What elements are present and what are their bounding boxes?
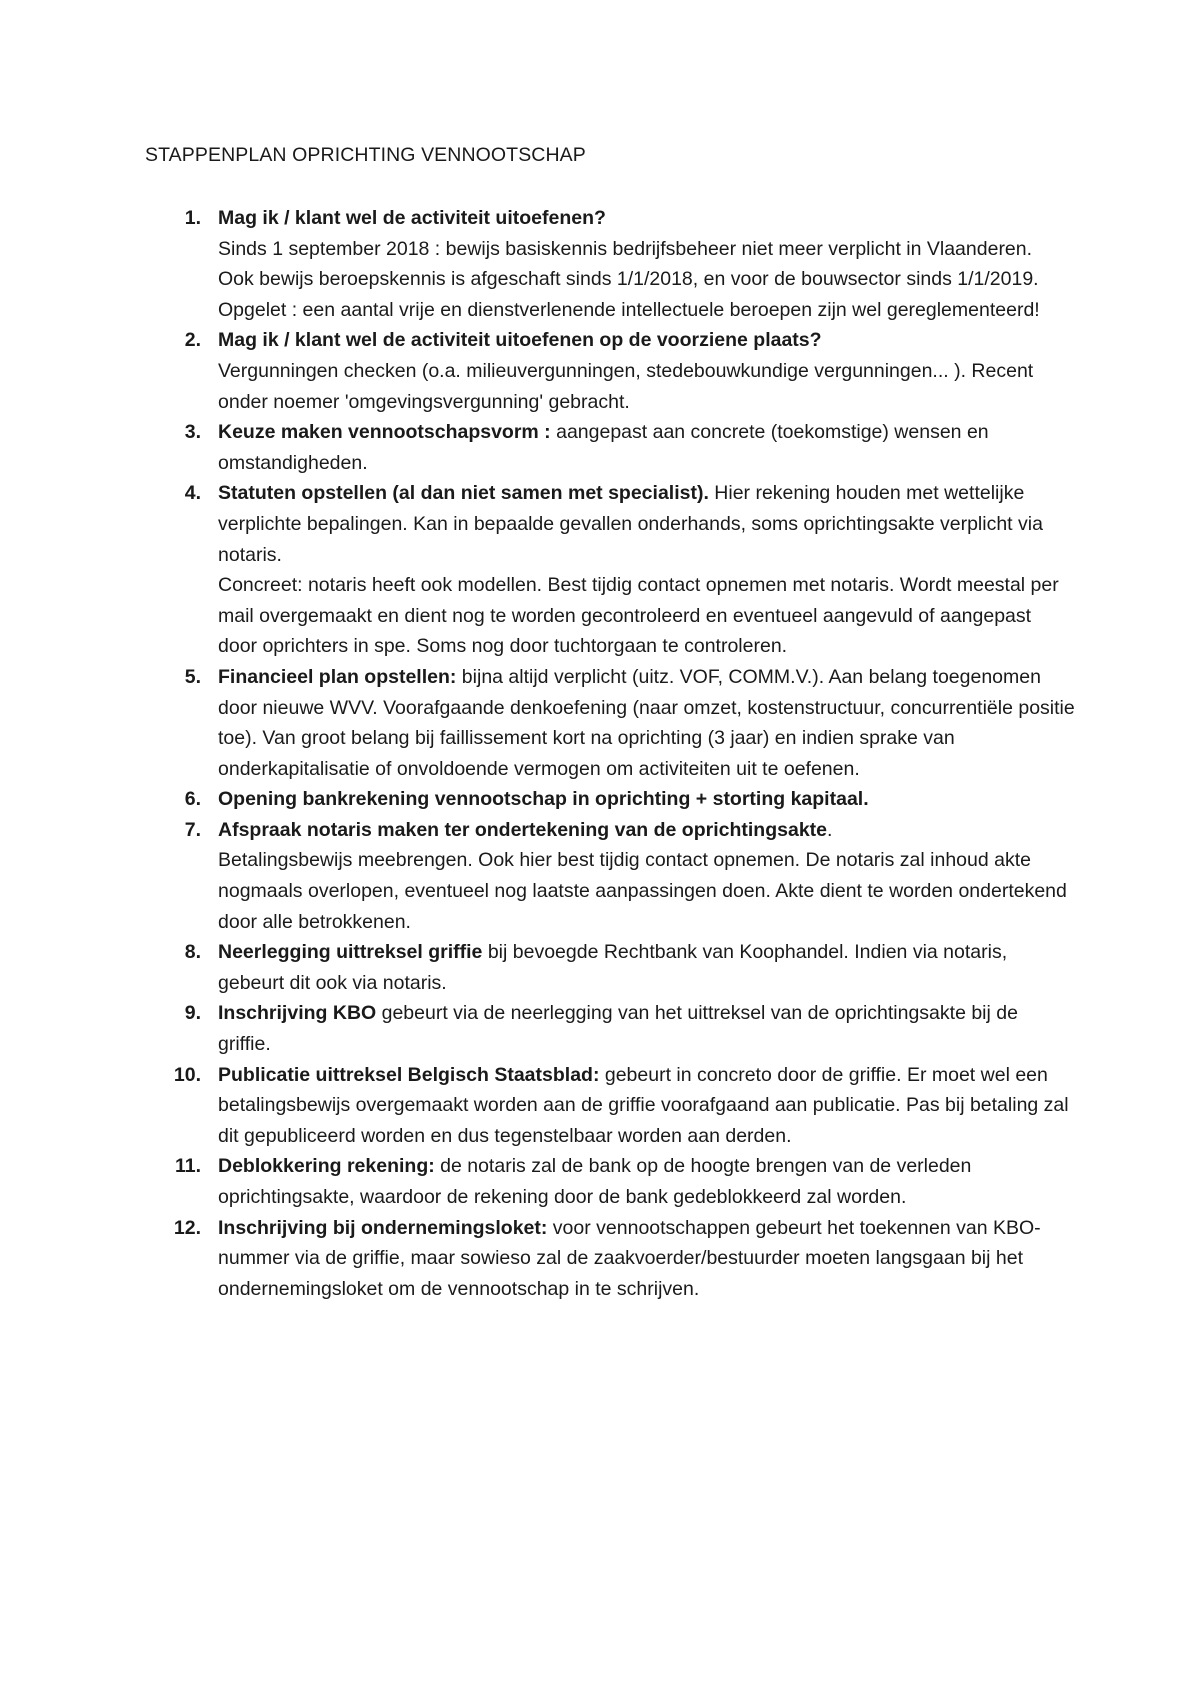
step-number: 11. <box>174 1155 201 1178</box>
list-item <box>145 417 1075 478</box>
step-heading-line <box>218 815 1075 846</box>
step-text: bijna altijd verplicht (uitz. VOF, COMM.V.). Aan belang toegenomen door nieuwe WVV. Voorafgaande denkoefening (naar omzet, kostenstructuur, concurrentiële positie toe). Van groot belang bij faillissement kort na oprichting (3 jaar) en indien sprake van onderkapitalisatie of onvoldoende vermogen om activiteiten uit te oefenen. <box>218 665 1075 780</box>
step-number: 3. <box>184 421 201 444</box>
step-number: 2. <box>184 329 201 352</box>
step-heading-line <box>218 1151 1075 1212</box>
step-heading: Afspraak notaris maken ter ondertekening van de oprichtingsakte <box>218 818 828 841</box>
step-paragraph: Concreet: notaris heeft ook modellen. Best tijdig contact opnemen met notaris. Wordt meestal per mail overgemaakt en dient nog te worden gecontroleerd en eventueel aangevuld of aangepast door oprichters in spe. Soms nog door tuchtorgaan te controleren. <box>218 574 1059 658</box>
step-heading: Mag ik / klant wel de activiteit uitoefenen? <box>218 207 606 229</box>
step-paragraph: Ook bewijs beroepskennis is afgeschaft sinds 1/1/2018, en voor de bouwsector sinds 1/1/2019. <box>218 268 1039 291</box>
step-text: gebeurt in concreto door de griffie. Er moet wel een betalingsbewijs overgemaakt worden aan de griffie voorafgaand aan publicatie. Pas bij betaling zal dit gepubliceerd worden en dus tegenstelbaar worden aan derden. <box>218 1063 1069 1147</box>
step-heading-line <box>218 998 1075 1059</box>
step-heading: Publicatie uittreksel Belgisch Staatsblad: <box>218 1063 600 1086</box>
step-heading: Mag ik / klant wel de activiteit uitoefenen op de voorziene plaats? <box>218 329 822 352</box>
step-paragraph: Sinds 1 september 2018 : bewijs basiskennis bedrijfsbeheer niet meer verplicht in Vlaanderen. <box>218 237 1033 260</box>
step-number: 10. <box>173 1063 201 1086</box>
list-item <box>145 1151 1075 1212</box>
step-heading: Financieel plan opstellen: <box>218 665 457 688</box>
step-number: 5. <box>184 665 201 688</box>
step-heading: Opening bankrekening vennootschap in oprichting + storting kapitaal. <box>218 788 869 811</box>
step-heading: Deblokkering rekening: <box>218 1155 435 1178</box>
step-heading-line <box>218 937 1075 998</box>
step-heading-line <box>218 203 1075 234</box>
list-item <box>145 998 1075 1059</box>
step-number: 8. <box>184 941 201 964</box>
step-heading-line <box>218 784 1075 815</box>
document-title: STAPPENPLAN OPRICHTING VENNOOTSCHAP <box>145 144 586 166</box>
step-heading-line <box>218 1060 1075 1152</box>
step-number: 1. <box>184 207 201 229</box>
step-paragraph: Opgelet : een aantal vrije en dienstverlenende intellectuele beroepen zijn wel gereglementeerd! <box>218 298 1040 321</box>
step-heading-line <box>218 417 1075 478</box>
list-item <box>145 478 1075 662</box>
step-heading-line <box>218 325 1075 356</box>
step-heading-line <box>218 662 1075 784</box>
steps-list <box>145 203 1075 1304</box>
step-number: 12. <box>173 1216 201 1239</box>
step-text: de notaris zal de bank op de hoogte brengen van de verleden oprichtingsakte, waardoor de rekening door de bank gedeblokkeerd zal worden. <box>218 1155 972 1208</box>
step-heading-line <box>218 478 1075 570</box>
step-heading: Statuten opstellen (al dan niet samen met specialist). <box>218 482 709 505</box>
list-item <box>145 325 1075 417</box>
step-number: 6. <box>184 788 201 811</box>
step-heading: Neerlegging uittreksel griffie <box>218 941 483 964</box>
list-item <box>145 1213 1075 1305</box>
step-number: 4. <box>184 482 201 505</box>
step-text: bij bevoegde Rechtbank van Koophandel. Indien via notaris, gebeurt dit ook via notaris. <box>218 941 1008 994</box>
step-number: 7. <box>184 818 201 841</box>
step-paragraph: Vergunningen checken (o.a. milieuvergunningen, stedebouwkundige vergunningen... ). Recent onder noemer 'omgevingsvergunning' gebracht. <box>218 359 1034 413</box>
step-heading: Keuze maken vennootschapsvorm : <box>218 421 551 444</box>
step-heading: Inschrijving bij ondernemingsloket: <box>218 1216 548 1239</box>
list-item <box>145 937 1075 998</box>
step-heading-line <box>218 1213 1075 1305</box>
step-paragraph: Betalingsbewijs meebrengen. Ook hier best tijdig contact opnemen. De notaris zal inhoud akte nogmaals overlopen, eventueel nog laatste aanpassingen doen. Akte dient te worden ondertekend door alle betrokkenen. <box>218 849 1067 933</box>
list-item <box>145 784 1075 815</box>
step-heading: Inschrijving KBO <box>218 1002 377 1025</box>
list-item <box>145 662 1075 784</box>
step-number: 9. <box>184 1002 201 1025</box>
step-text: voor vennootschappen gebeurt het toekennen van KBO-nummer via de griffie, maar sowieso zal de zaakvoerder/bestuurder moeten langsgaan bij het ondernemingsloket om de vennootschap in te schrijven. <box>218 1216 1041 1300</box>
list-item <box>145 1060 1075 1152</box>
step-text: aangepast aan concrete (toekomstige) wensen en omstandigheden. <box>218 421 989 474</box>
step-text: Hier rekening houden met wettelijke verplichte bepalingen. Kan in bepaalde gevallen onderhands, soms oprichtingsakte verplicht via notaris. <box>218 482 1043 566</box>
list-item <box>145 815 1075 937</box>
list-item <box>145 203 1075 325</box>
step-text: . <box>827 818 833 841</box>
step-text: gebeurt via de neerlegging van het uittreksel van de oprichtingsakte bij de griffie. <box>218 1002 1018 1056</box>
